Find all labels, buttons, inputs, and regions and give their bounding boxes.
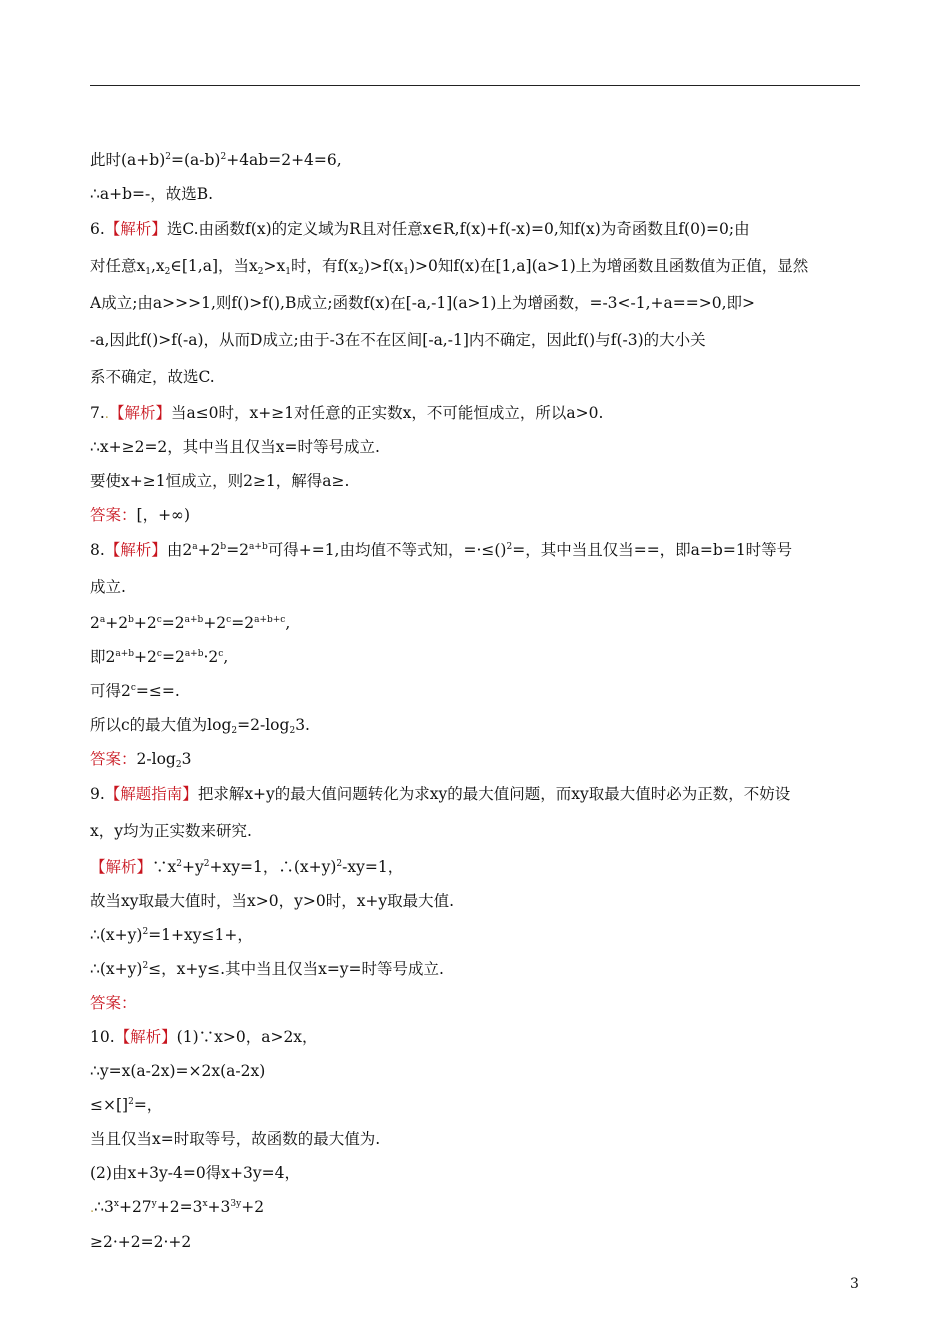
- text-line: [90, 359, 860, 396]
- text-line: [90, 952, 860, 986]
- superscript: 2: [506, 542, 513, 552]
- text-run: 可得+=1,由均值不等式知，=·≤(): [267, 541, 507, 559]
- highlight-label: 答案：: [90, 994, 137, 1012]
- text-run: ≤×[]: [90, 1096, 129, 1114]
- text-run: +2: [133, 614, 157, 632]
- superscript: 2: [165, 152, 171, 162]
- text-run: ,: [285, 614, 291, 632]
- text-run: ·2: [203, 648, 219, 666]
- superscript: 2: [203, 859, 210, 869]
- text-run: 由2: [166, 541, 193, 559]
- text-line: [90, 813, 860, 850]
- text-run: +2: [197, 541, 221, 559]
- text-run: =2: [231, 614, 255, 632]
- text-run: 6.: [90, 220, 105, 238]
- superscript: c: [156, 615, 162, 625]
- text-run: [，+∞): [136, 506, 191, 524]
- text-run: (2)由x+3y-4=0得x+3y=4，: [90, 1164, 300, 1182]
- text-line: [90, 569, 860, 606]
- highlight-label: 【解析】: [104, 541, 167, 559]
- text-line: [90, 248, 860, 285]
- text-run: 所以c的最大值为log: [90, 716, 232, 734]
- superscript: c: [218, 649, 224, 659]
- superscript: y: [151, 1199, 157, 1209]
- text-run: 3: [181, 750, 192, 768]
- text-run: =2-log: [237, 716, 290, 734]
- text-run: 3.: [295, 716, 310, 734]
- text-line: [90, 1020, 860, 1054]
- text-run: 故当xy取最大值时，当x>0，y>0时，x+y取最大值.: [90, 892, 455, 910]
- text-line: [90, 322, 860, 359]
- page-number: 3: [850, 1276, 859, 1292]
- text-line: [90, 742, 860, 776]
- document-body: [90, 143, 860, 1261]
- text-run: 9.: [90, 785, 105, 803]
- text-line: [90, 708, 860, 742]
- text-run: 把求解x+y的最大值问题转化为求xy的最大值问题，而xy取最大值时必为正数，不妨设: [197, 785, 791, 803]
- highlight-label: 【解析】: [114, 1028, 177, 1046]
- text-run: 即2: [90, 648, 116, 666]
- text-line: [90, 776, 860, 813]
- superscript: c: [226, 615, 232, 625]
- text-run: ≤，x+y≤.其中当且仅当x=y=时等号成立.: [148, 960, 444, 978]
- text-run: ,: [223, 648, 229, 666]
- superscript: a+b+c: [254, 615, 286, 625]
- text-line: [90, 1224, 860, 1261]
- highlight-label: 【解析】: [90, 858, 153, 876]
- highlight-label: 答案：: [90, 506, 137, 524]
- text-run: +2: [105, 614, 129, 632]
- highlight-label: 【解析】: [104, 220, 167, 238]
- subscript: 2: [257, 267, 264, 277]
- text-run: 8.: [90, 541, 105, 559]
- superscript: a: [192, 542, 198, 552]
- text-run: 当a≤0时，x+≥1对任意的正实数x，不可能恒成立，所以a>0.: [170, 404, 604, 422]
- highlight-label: 答案：: [90, 750, 137, 768]
- text-line: [90, 884, 860, 918]
- text-run: 时，有f(x: [290, 257, 358, 275]
- text-run: ∵x: [152, 858, 177, 876]
- highlight-label: 【解析】: [108, 404, 171, 422]
- text-run: 可得2: [90, 682, 131, 700]
- text-run: ,x: [150, 257, 165, 275]
- text-run: -a,因此f()>f(-a)，从而D成立;由于-3在不在区间[-a,-1]内不确定，因此f()与f(-3)的大小关: [90, 331, 706, 349]
- text-line: [90, 1156, 860, 1190]
- superscript: x: [113, 1199, 119, 1209]
- text-run: >x: [263, 257, 286, 275]
- text-run: ∈[1,a]，当x: [170, 257, 258, 275]
- text-run: 7.: [90, 404, 105, 422]
- text-line: [90, 1190, 860, 1224]
- text-line: [90, 143, 860, 177]
- superscript: a+b: [184, 649, 204, 659]
- text-run: 成立.: [90, 578, 126, 596]
- text-run: (1)∵x>0，a>2x，: [176, 1028, 318, 1046]
- text-run: +3: [207, 1198, 231, 1216]
- text-run: -xy=1，: [342, 858, 404, 876]
- text-run: +27: [118, 1198, 152, 1216]
- text-run: ∴(x+y): [90, 926, 143, 944]
- text-run: ∴3: [94, 1198, 114, 1216]
- text-line: [90, 850, 860, 884]
- superscript: a: [99, 615, 106, 625]
- text-run: =(a-b): [170, 151, 221, 169]
- text-run: =2: [161, 648, 185, 666]
- text-run: 10.: [90, 1028, 115, 1046]
- text-line: [90, 177, 860, 211]
- text-run: 此时(a+b): [90, 151, 166, 169]
- text-run: ∴x+≥2=2，其中当且仅当x=时等号成立.: [90, 438, 380, 456]
- text-run: =，其中当且仅当==，即a=b=1时等号: [512, 541, 793, 559]
- stray-dot: .: [104, 407, 109, 422]
- superscript: 2: [142, 961, 149, 971]
- text-run: =2: [226, 541, 250, 559]
- text-run: 选C.由函数f(x)的定义域为R且对任意x∈R,f(x)+f(-x)=0,知f(x)为奇函数且f(0)=0;由: [166, 220, 750, 238]
- text-run: A成立;由a>>>1,则f()>f(),B成立;函数f(x)在[-a,-1](a>1)上为增函数，=-3<-1,+a==>0,即>: [90, 294, 756, 312]
- text-run: =2: [161, 614, 185, 632]
- superscript: 2: [336, 859, 343, 869]
- text-line: [90, 606, 860, 640]
- text-run: )>f(x: [363, 257, 404, 275]
- superscript: 3y: [230, 1199, 242, 1209]
- subscript: 2: [175, 760, 182, 770]
- superscript: 2: [220, 152, 227, 162]
- text-line: [90, 285, 860, 322]
- text-line: [90, 640, 860, 674]
- text-line: [90, 430, 860, 464]
- text-run: ∴(x+y): [90, 960, 143, 978]
- text-line: [90, 1122, 860, 1156]
- text-run: x，y均为正实数来研究.: [90, 822, 252, 840]
- superscript: b: [220, 542, 227, 552]
- text-line: [90, 674, 860, 708]
- stray-dot: .: [90, 1201, 95, 1216]
- subscript: 2: [357, 267, 364, 277]
- text-run: 2: [90, 614, 100, 632]
- text-run: ∴a+b=-，故选B.: [90, 185, 214, 203]
- text-line: [90, 464, 860, 498]
- subscript: 2: [289, 726, 296, 736]
- subscript: 1: [285, 267, 291, 277]
- header-rule: [90, 85, 860, 86]
- text-line: [90, 1088, 860, 1122]
- text-run: =≤=.: [135, 682, 180, 700]
- text-run: +2=3: [156, 1198, 203, 1216]
- text-run: =，: [133, 1096, 163, 1114]
- text-run: +2: [203, 614, 227, 632]
- text-run: ∴y=x(a-2x)=×2x(a-2x): [90, 1062, 266, 1080]
- text-run: +2: [134, 648, 157, 666]
- text-run: 2-log: [136, 750, 176, 768]
- subscript: 2: [164, 267, 171, 277]
- text-line: [90, 918, 860, 952]
- superscript: c: [130, 683, 136, 693]
- subscript: 2: [231, 726, 238, 736]
- text-line: [90, 396, 860, 430]
- text-run: +4ab=2+4=6,: [226, 151, 342, 169]
- superscript: a+b: [184, 615, 204, 625]
- text-run: 系不确定，故选C.: [90, 368, 215, 386]
- text-run: =1+xy≤1+，: [148, 926, 253, 944]
- highlight-label: 【解题指南】: [104, 785, 198, 803]
- superscript: 2: [176, 859, 182, 869]
- text-run: +2: [241, 1198, 265, 1216]
- text-line: [90, 1054, 860, 1088]
- superscript: c: [156, 649, 162, 659]
- superscript: x: [202, 1199, 208, 1209]
- text-line: [90, 532, 860, 569]
- superscript: a+b: [115, 649, 135, 659]
- superscript: 2: [142, 927, 149, 937]
- subscript: 1: [403, 267, 409, 277]
- text-run: 当且仅当x=时取等号，故函数的最大值为.: [90, 1130, 381, 1148]
- text-run: 要使x+≥1恒成立，则2≥1，解得a≥.: [90, 472, 350, 490]
- text-run: +xy=1，∴(x+y): [209, 858, 337, 876]
- text-line: [90, 211, 860, 248]
- superscript: 2: [128, 1097, 134, 1107]
- subscript: 1: [145, 267, 151, 277]
- text-line: [90, 986, 860, 1020]
- text-run: 对任意x: [90, 257, 146, 275]
- text-run: +y: [182, 858, 204, 876]
- superscript: b: [128, 615, 134, 625]
- text-run: )>0知f(x)在[1,a](a>1)上为增函数且函数值为正值，显然: [409, 257, 809, 275]
- text-run: ≥2·+2=2·+2: [90, 1233, 192, 1251]
- superscript: a+b: [249, 542, 268, 552]
- text-line: [90, 498, 860, 532]
